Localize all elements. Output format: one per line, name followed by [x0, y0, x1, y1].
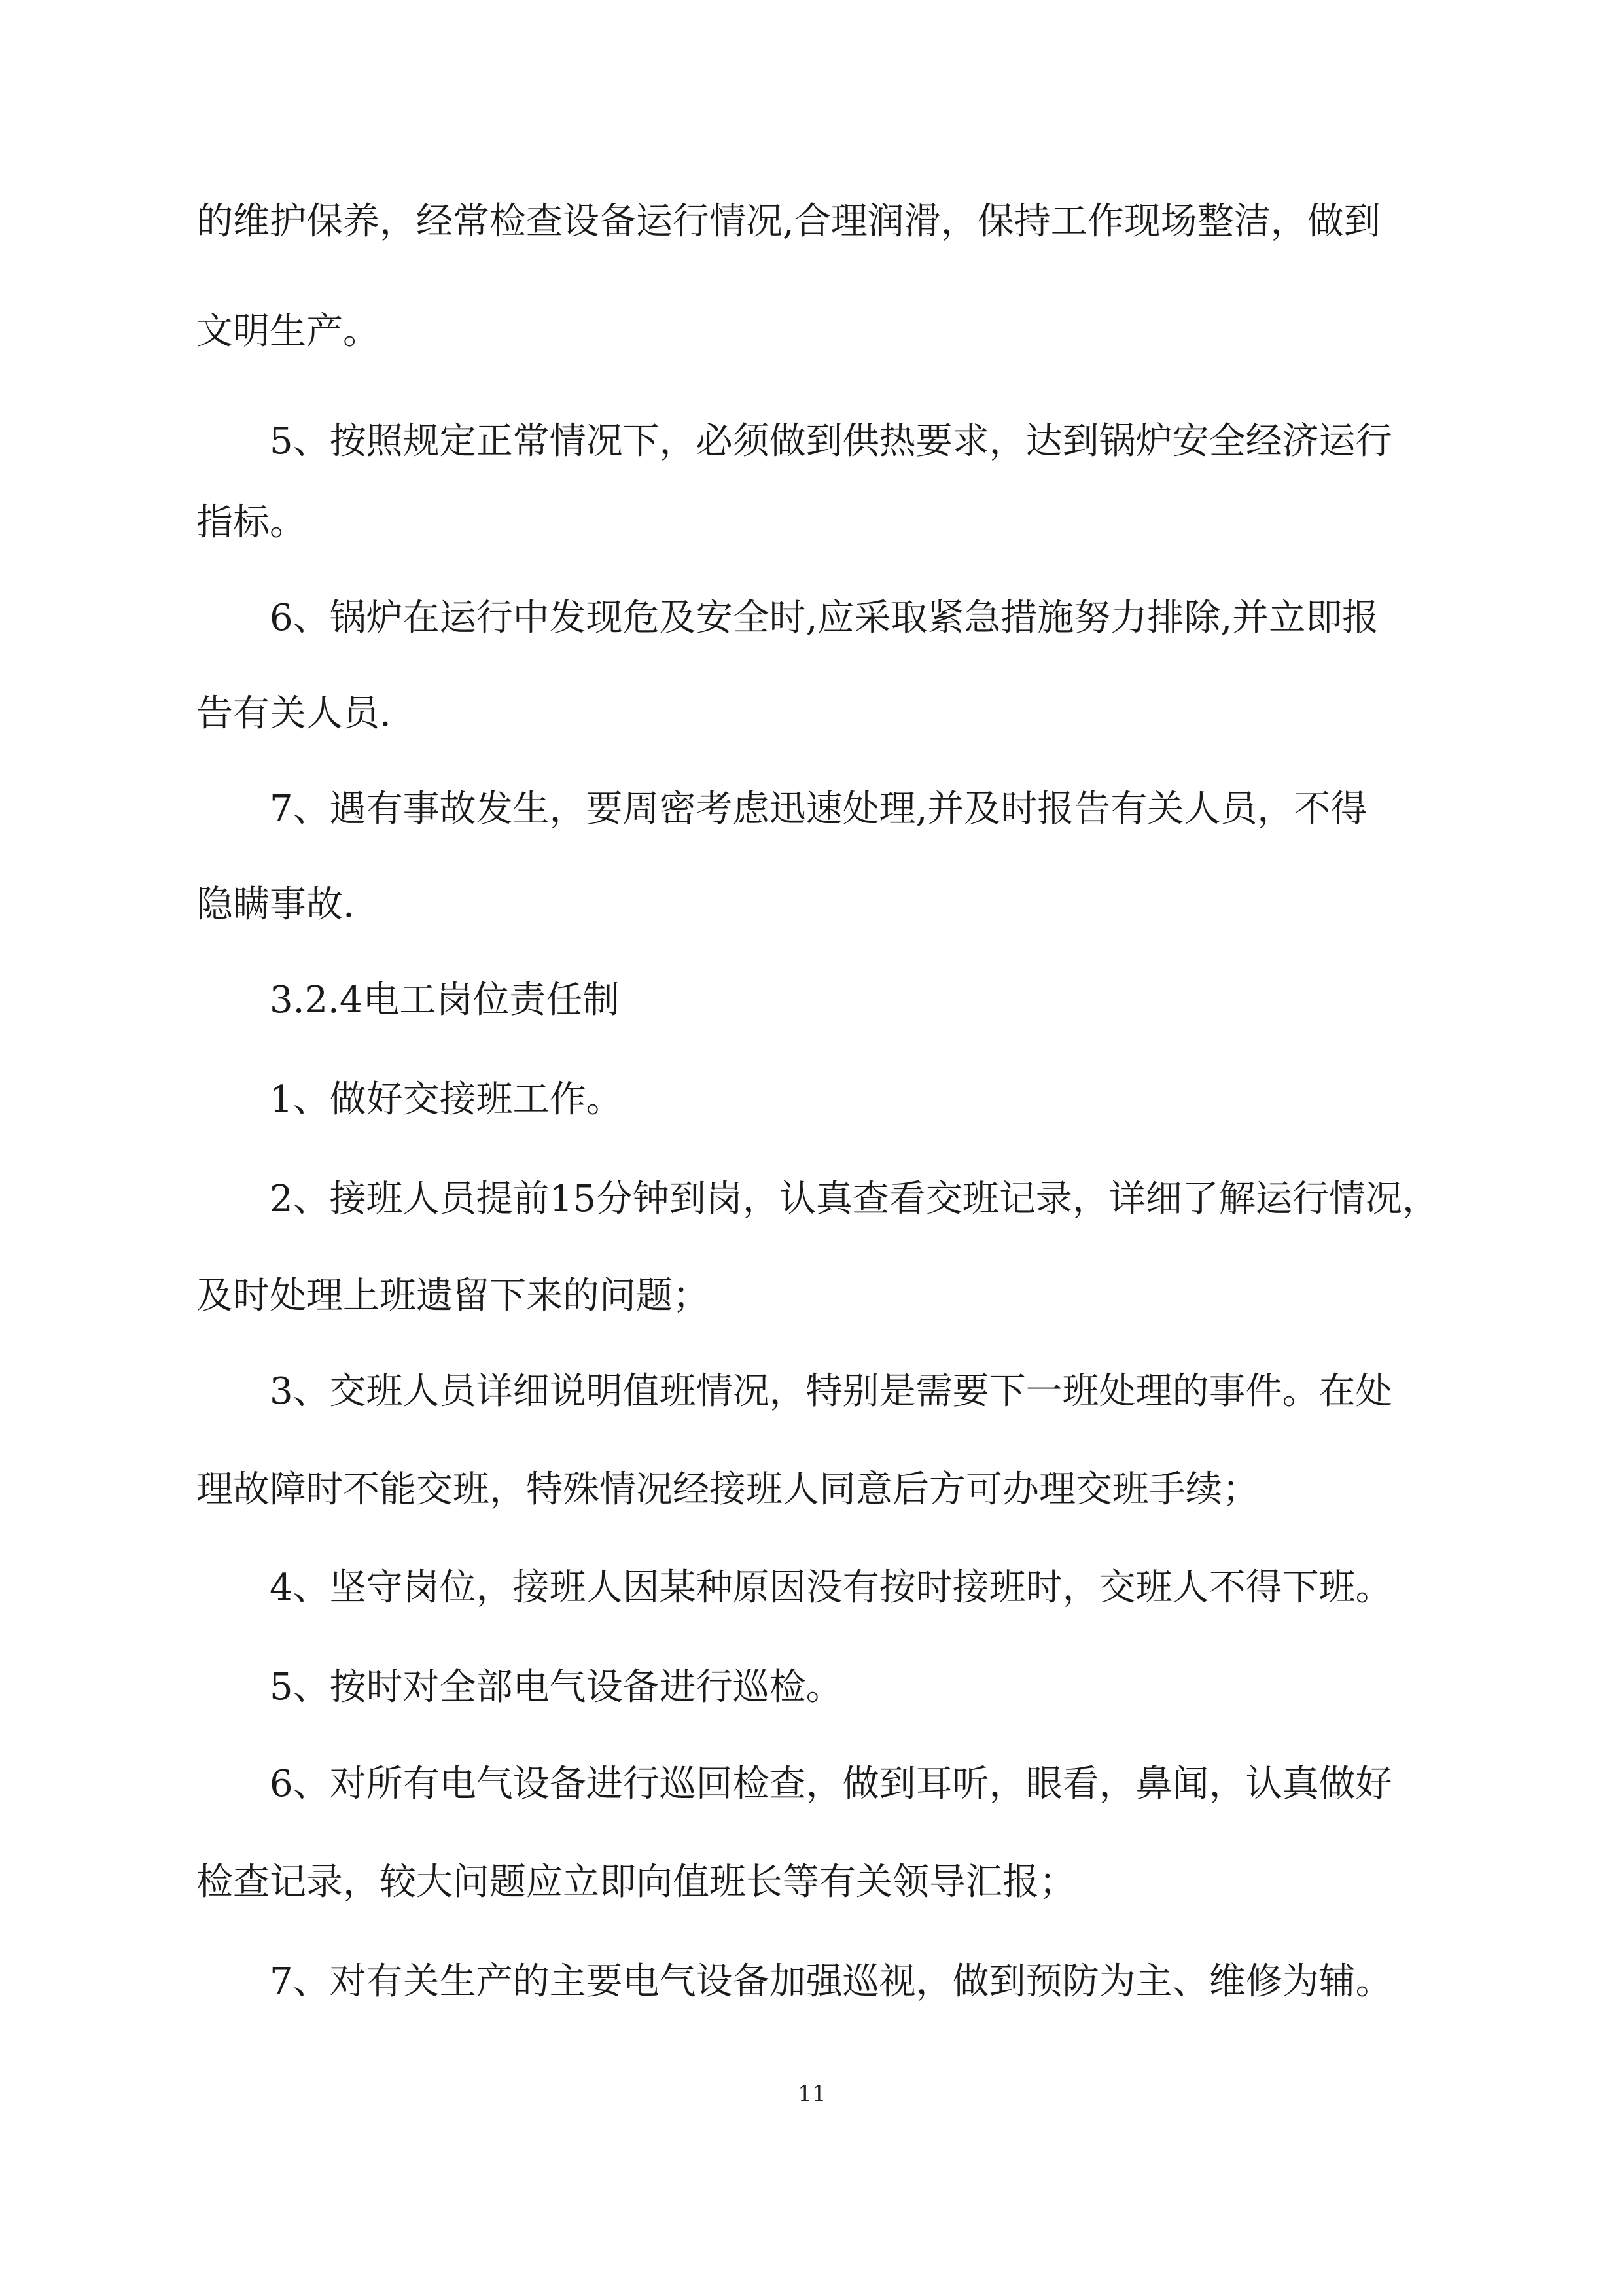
text-line-17: 6、对所有电气设备进行巡回检查，做到耳听，眼看，鼻闻，认真做好: [270, 1763, 1392, 1805]
text-line-8: 隐瞒事故.: [196, 883, 355, 926]
text-line-1: 的维护保养，经常检查设备运行情况,合理润滑，保持工作现场整洁，做到: [196, 200, 1381, 243]
text-line-6: 告有关人员.: [196, 692, 391, 735]
text-line-14: 理故障时不能交班，特殊情况经接班人同意后方可办理交班手续；: [196, 1468, 1259, 1511]
text-line-5: 6、锅炉在运行中发现危及安全时,应采取紧急措施努力排除,并立即报: [270, 597, 1379, 639]
text-line-3: 5、按照规定正常情况下，必须做到供热要求，达到锅炉安全经济运行: [270, 420, 1392, 463]
text-line-2: 文明生产。: [196, 310, 380, 353]
text-line-19: 7、对有关生产的主要电气设备加强巡视，做到预防为主、维修为辅。: [270, 1960, 1392, 2003]
text-line-13: 3、交班人员详细说明值班情况，特别是需要下一班处理的事件。在处: [270, 1370, 1392, 1413]
text-line-11: 2、接班人员提前15分钟到岗，认真查看交班记录，详细了解运行情况，: [270, 1178, 1439, 1220]
page-number: 11: [798, 2081, 826, 2107]
text-line-18: 检查记录，较大问题应立即向值班长等有关领导汇报；: [196, 1861, 1076, 1903]
section-heading: 3.2.4电工岗位责任制: [270, 979, 620, 1021]
text-line-10: 1、做好交接班工作。: [270, 1078, 623, 1121]
text-line-16: 5、按时对全部电气设备进行巡检。: [270, 1666, 843, 1708]
text-line-12: 及时处理上班遗留下来的问题；: [196, 1275, 709, 1317]
text-line-7: 7、遇有事故发生，要周密考虑迅速处理,并及时报告有关人员，不得: [270, 788, 1368, 830]
text-line-15: 4、坚守岗位，接班人因某种原因没有按时接班时，交班人不得下班。: [270, 1566, 1392, 1609]
text-line-4: 指标。: [196, 501, 306, 544]
